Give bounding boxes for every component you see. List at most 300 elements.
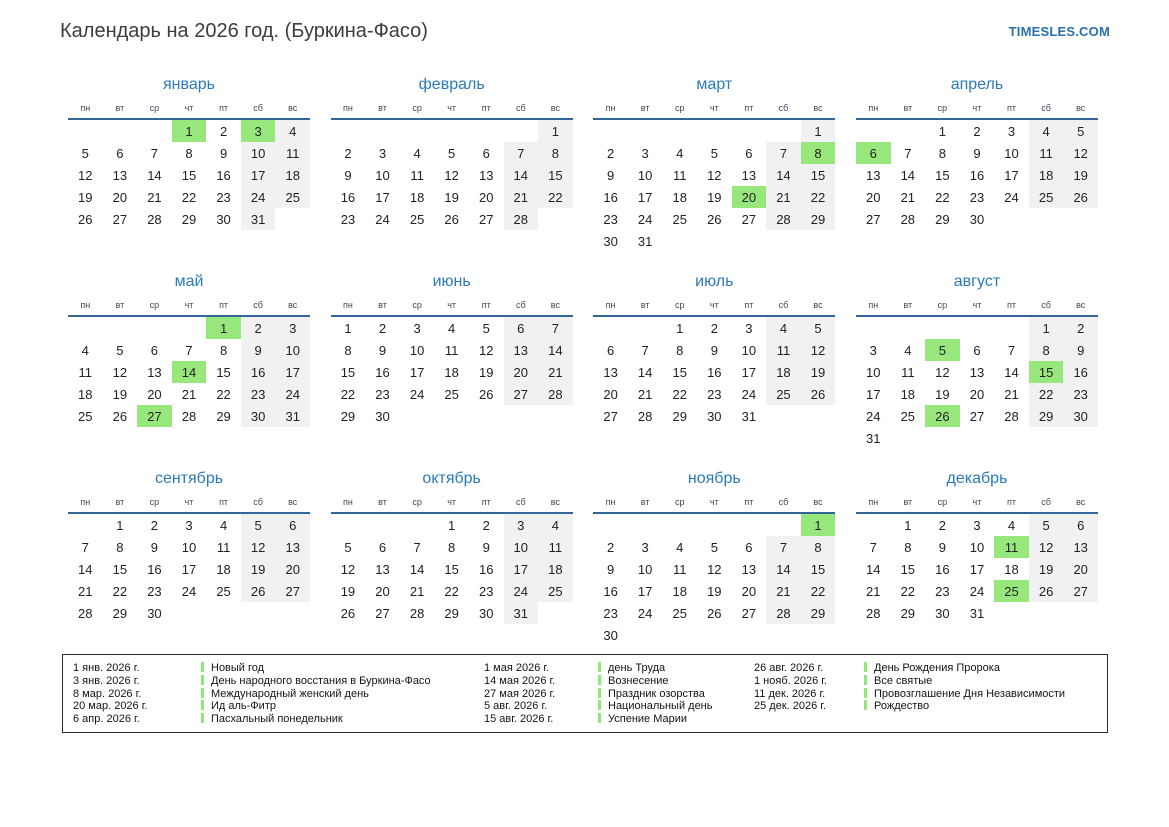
day: 22 [935,189,950,205]
legend-date: 5 авг. 2026 г. [484,700,548,713]
empty-cell [856,317,891,339]
day: 23 [375,386,390,402]
month-10 [331,470,573,667]
weekday-label: пн [868,103,879,113]
day: 26 [707,211,722,227]
page-title: Календарь на 2026 год. (Буркина-Фасо) [60,20,428,42]
weekend-day: 22 [801,186,836,208]
day: 7 [413,539,421,555]
day: 23 [478,583,494,599]
day: 20 [603,386,618,402]
weekend-day: 28 [538,383,573,405]
weekday-label: вс [813,300,823,310]
weekday-label: вт [903,103,913,113]
weekday-label: вт [903,300,913,310]
empty-cell [925,427,960,449]
weekend-day: 17 [241,164,276,186]
day: 13 [478,167,494,183]
weekend-day: 12 [1063,142,1098,164]
day: 29 [935,211,950,227]
empty-cell [891,120,926,142]
day: 16 [603,583,618,599]
day: 21 [147,189,162,205]
empty-cell [331,120,366,142]
day: 30 [147,605,162,621]
day: 19 [444,189,459,205]
day: 1 [904,517,912,533]
empty-cell [732,514,767,536]
weekend-day: 12 [1029,536,1064,558]
day: 8 [938,145,946,161]
day: 12 [78,167,93,183]
empty-cell [732,230,767,252]
day: 13 [112,167,128,183]
day: 21 [181,386,197,402]
day: 6 [116,145,124,161]
day: 23 [147,583,162,599]
weekend-day: 7 [766,536,801,558]
empty-cell [275,602,310,624]
weekday-label: ср [937,103,948,113]
empty-cell [275,208,310,230]
weekend-day: 21 [766,580,801,602]
legend-holiday-name: Рождество [864,700,1107,713]
empty-cell [206,602,241,624]
day: 12 [935,364,950,380]
day: 24 [1004,189,1019,205]
weekday-label: сб [1041,103,1051,113]
month-days [331,120,573,230]
day: 27 [741,605,757,621]
weekday-label: пн [80,300,91,310]
weekend-day: 19 [1029,558,1064,580]
empty-cell [103,317,138,339]
day: 26 [707,605,722,621]
empty-cell [628,120,663,142]
day: 16 [707,364,722,380]
weekday-header-row [68,497,310,514]
day: 14 [147,167,162,183]
weekend-day: 6 [504,317,539,339]
month-5 [68,273,310,470]
day: 23 [707,386,722,402]
weekday-header-row [331,103,573,120]
weekend-day: 17 [275,361,310,383]
month-7 [593,273,835,470]
empty-cell [593,514,628,536]
day: 14 [1004,364,1019,380]
weekend-day: 18 [1029,164,1064,186]
weekday-label: пн [80,103,91,113]
day: 30 [216,211,231,227]
day: 27 [478,211,494,227]
holiday-marker-icon [598,688,601,698]
empty-cell [662,120,697,142]
holiday-marker-icon [201,700,204,710]
day: 3 [413,320,421,336]
weekend-day: 19 [241,558,276,580]
weekend-day: 13 [275,536,310,558]
day: 28 [147,211,162,227]
day: 7 [641,342,649,358]
month-title: сентябрь [154,470,224,487]
weekend-day: 30 [241,405,276,427]
legend-holiday-name: Праздник озорства [598,688,754,701]
weekday-label: вт [903,497,913,507]
month-title: июнь [432,273,471,290]
weekend-day: 20 [275,558,310,580]
weekend-day: 15 [538,164,573,186]
weekend-day: 16 [1063,361,1098,383]
empty-cell [891,427,926,449]
weekday-header-row [593,300,835,317]
legend-holiday-name: Пасхальный понедельник [201,713,484,726]
empty-cell [172,317,207,339]
day: 24 [637,605,653,621]
day: 11 [901,364,915,380]
day: 27 [866,211,881,227]
day: 25 [444,386,459,402]
day: 28 [181,408,197,424]
day: 28 [1004,408,1019,424]
legend-dates-column [484,662,598,732]
weekend-day: 27 [504,383,539,405]
empty-cell [697,514,732,536]
day: 2 [482,517,490,533]
legend-holiday-name: Ид аль-Фитр [201,700,484,713]
day: 30 [969,211,985,227]
weekday-label: вт [115,497,125,507]
weekday-label: вс [1076,103,1086,113]
weekday-label: вт [115,103,125,113]
weekday-label: сб [515,103,526,113]
weekend-day: 6 [1063,514,1098,536]
empty-cell [628,514,663,536]
legend-dates-column [73,662,201,732]
weekend-day: 9 [1063,339,1098,361]
day: 24 [375,211,390,227]
weekend-day: 14 [766,558,801,580]
weekday-header-row [593,497,835,514]
day: 30 [375,408,390,424]
day: 2 [938,517,946,533]
day: 5 [448,145,456,161]
weekend-day: 3 [504,514,539,536]
weekend-day: 19 [1063,164,1098,186]
month-9 [68,470,310,667]
weekday-label: ср [937,497,948,507]
month-8 [856,273,1098,470]
month-days [856,317,1098,449]
weekday-label: сб [1041,300,1051,310]
month-days [331,317,573,427]
legend-holiday-name: Новый год [201,662,484,675]
day: 26 [478,386,494,402]
weekday-label: пт [744,103,754,113]
month-3 [593,76,835,273]
holiday-marker-icon [598,662,601,672]
holiday-marker-icon [598,713,601,723]
holiday-day: 1 [801,514,836,536]
weekday-label: пн [605,300,616,310]
day: 4 [676,145,684,161]
day: 1 [448,517,456,533]
day: 10 [181,539,197,555]
day: 19 [78,189,93,205]
day: 18 [78,386,93,402]
weekday-label: чт [184,497,194,507]
weekend-day: 11 [275,142,310,164]
month-days [856,120,1098,230]
day: 4 [448,320,456,336]
weekend-day: 5 [1063,120,1098,142]
day: 16 [969,167,985,183]
empty-cell [960,317,995,339]
day: 30 [603,233,618,249]
day: 10 [866,364,881,380]
day: 8 [904,539,912,555]
day: 29 [672,408,687,424]
weekday-label: ср [674,103,685,113]
weekday-label: вс [1076,300,1086,310]
day: 13 [741,167,757,183]
weekend-day: 5 [241,514,276,536]
day: 22 [900,583,916,599]
month-1 [68,76,310,273]
legend-date: 15 авг. 2026 г. [484,713,554,726]
weekday-header-row [856,103,1098,120]
day: 18 [409,189,425,205]
month-days [856,514,1098,624]
weekend-day: 20 [504,361,539,383]
day: 24 [741,386,757,402]
day: 13 [741,561,757,577]
weekend-day: 2 [241,317,276,339]
day: 12 [444,167,459,183]
weekend-day: 11 [1029,142,1064,164]
day: 23 [340,211,356,227]
day: 25 [672,211,687,227]
day: 26 [340,605,356,621]
day: 9 [606,561,615,577]
weekend-day: 22 [1029,383,1064,405]
legend-date: 3 янв. 2026 г. [73,674,140,687]
weekday-label: вс [550,103,560,113]
day: 10 [637,167,653,183]
day: 7 [81,539,89,555]
empty-cell [68,514,103,536]
empty-cell [1063,427,1098,449]
weekend-day: 21 [504,186,539,208]
empty-cell [504,120,539,142]
day: 14 [900,167,916,183]
day: 5 [344,539,352,555]
weekday-label: пн [343,103,353,113]
weekday-label: сб [253,300,263,310]
weekday-label: ср [674,300,685,310]
weekend-day: 25 [275,186,310,208]
weekday-label: вс [1076,497,1086,507]
weekend-day: 4 [766,317,801,339]
weekend-day: 31 [241,208,276,230]
weekend-day: 31 [504,602,539,624]
weekday-label: чт [447,497,457,507]
weekend-day: 24 [241,186,276,208]
empty-cell [925,317,960,339]
day: 16 [216,167,231,183]
month-days [593,514,835,646]
empty-cell [801,230,836,252]
weekend-day: 1 [1029,317,1064,339]
empty-cell [137,317,172,339]
weekend-day: 8 [1029,339,1064,361]
day: 5 [710,539,718,555]
weekday-label: пн [868,497,879,507]
day: 30 [603,627,618,643]
day: 20 [112,189,128,205]
day: 16 [935,561,950,577]
weekday-label: вт [378,103,387,113]
day: 3 [185,517,193,533]
day: 7 [1007,342,1016,358]
weekday-label: пт [219,497,229,507]
weekday-label: вс [550,300,560,310]
day: 15 [900,561,916,577]
legend-names-column [598,662,754,732]
legend-names-column [201,662,484,732]
day: 18 [444,364,459,380]
weekend-day: 26 [1029,580,1064,602]
holiday-marker-icon [201,675,204,685]
empty-cell [801,405,836,427]
day: 24 [969,583,985,599]
weekday-label: сб [778,300,789,310]
day: 9 [710,342,718,358]
weekend-day: 1 [538,120,573,142]
holiday-day: 5 [925,339,960,361]
day: 6 [150,342,159,358]
day: 24 [181,583,197,599]
day: 30 [707,408,722,424]
weekend-day: 10 [241,142,276,164]
legend-holiday-name: Провозглашение Дня Независимости [864,688,1107,701]
weekday-label: вс [288,103,298,113]
weekend-day: 18 [766,361,801,383]
day: 6 [745,145,753,161]
day: 3 [745,320,753,336]
day: 19 [707,583,722,599]
day: 15 [444,561,459,577]
day: 20 [375,583,390,599]
day: 10 [1004,145,1019,161]
month-days [68,317,310,427]
day: 20 [478,189,494,205]
legend-dates-column [754,662,864,732]
day: 30 [935,605,950,621]
day: 25 [672,605,687,621]
weekday-header-row [856,300,1098,317]
day: 5 [482,320,490,336]
weekend-day: 11 [538,536,573,558]
weekend-day: 25 [538,580,573,602]
weekday-label: вс [813,497,823,507]
day: 10 [375,167,390,183]
empty-cell [766,405,801,427]
weekend-day: 14 [504,164,539,186]
legend-date: 1 мая 2026 г. [484,662,550,674]
day: 18 [216,561,231,577]
empty-cell [400,514,435,536]
weekday-label: пн [343,497,353,507]
day: 17 [181,561,197,577]
day: 4 [219,517,228,533]
day: 13 [375,561,390,577]
day: 1 [938,123,946,139]
empty-cell [538,208,573,230]
day: 29 [900,605,916,621]
day: 22 [340,386,356,402]
holiday-day: 11 [994,536,1029,558]
day: 16 [603,189,618,205]
day: 9 [973,145,981,161]
holiday-marker-icon [201,688,204,698]
weekend-day: 17 [504,558,539,580]
legend-holiday-name: День народного восстания в Буркина-Фасо [201,675,484,688]
month-title: ноябрь [687,470,741,487]
day: 7 [185,342,193,358]
weekday-label: пт [481,300,491,310]
weekday-label: сб [253,103,263,113]
day: 31 [866,430,881,446]
legend-holiday-name: день Труда [598,662,754,675]
weekend-day: 4 [1029,120,1064,142]
empty-cell [994,602,1029,624]
day: 7 [904,145,912,161]
holiday-day: 15 [1029,361,1064,383]
weekday-label: пн [868,300,879,310]
weekend-day: 4 [538,514,573,536]
month-days [593,317,835,427]
site-link[interactable]: TIMESLES.COM [1008,24,1110,39]
day: 31 [637,233,653,249]
day: 12 [707,561,722,577]
weekend-day: 23 [1063,383,1098,405]
weekday-label: пн [605,103,616,113]
weekday-header-row [856,497,1098,514]
legend-holiday-name: Национальный день [598,700,754,713]
day: 22 [181,189,197,205]
day: 21 [78,583,93,599]
empty-cell [365,514,400,536]
day: 23 [603,211,618,227]
holiday-marker-icon [864,700,867,710]
day: 2 [378,320,387,336]
day: 5 [116,342,124,358]
weekday-label: ср [937,300,948,310]
weekday-label: чт [709,497,719,507]
day: 18 [672,189,687,205]
empty-cell [662,624,697,646]
day: 2 [344,145,352,161]
weekday-label: ср [412,103,422,113]
weekend-day: 12 [241,536,276,558]
weekday-label: ср [149,103,160,113]
day: 18 [672,583,687,599]
empty-cell [628,624,663,646]
weekday-label: сб [253,497,263,507]
day: 9 [606,167,615,183]
holiday-marker-icon [598,675,601,685]
